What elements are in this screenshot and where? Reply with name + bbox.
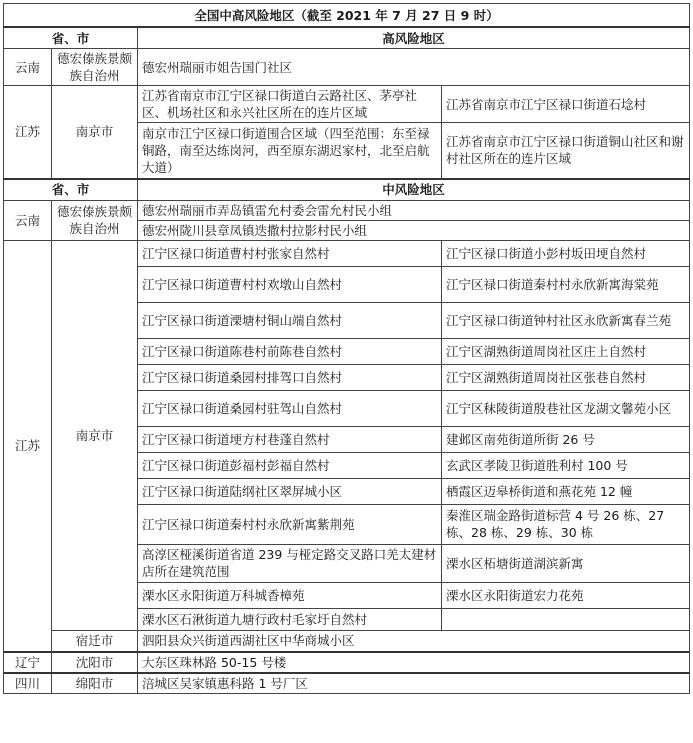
area-cell: 江宁区禄口街道曹村村张家自然村 [138, 240, 442, 266]
area-cell: 溧水区永阳街道万科城香樟苑 [138, 582, 442, 608]
area-cell: 江宁区禄口街道彭福村彭福自然村 [138, 452, 442, 478]
area-cell: 江宁区禄口街道埂方村巷蓬自然村 [138, 426, 442, 452]
city-cell: 沈阳市 [52, 652, 138, 673]
high-risk-header-row [4, 27, 690, 49]
area-cell: 溧水区石湫街道九塘行政村毛家圩自然村 [138, 608, 442, 630]
area-cell: 泗阳县众兴街道西湖社区中华商城小区 [138, 630, 690, 652]
province-cell: 云南 [4, 200, 52, 240]
area-cell: 江宁区禄口街道秦村村永欣新寓海棠苑 [442, 266, 690, 302]
province-cell: 云南 [4, 49, 52, 86]
area-cell: 江苏省南京市江宁区禄口街道石埝村 [442, 86, 690, 123]
table-row [4, 673, 690, 694]
city-cell: 南京市 [52, 86, 138, 179]
table-row [4, 652, 690, 673]
area-cell: 溧水区柘塘街道湖滨新寓 [442, 544, 690, 582]
city-cell: 宿迁市 [52, 630, 138, 652]
area-cell: 溧水区永阳街道宏力花苑 [442, 582, 690, 608]
region-column-header: 省、市 [4, 179, 138, 201]
table-row [4, 240, 690, 266]
document-title: 全国中高风险地区（截至 2021 年 7 月 27 日 9 时） [4, 4, 690, 28]
area-cell: 江宁区禄口街道秦村村永欣新寓紫荆苑 [138, 504, 442, 544]
area-cell: 玄武区孝陵卫街道胜利村 100 号 [442, 452, 690, 478]
high-risk-column-header: 高风险地区 [138, 27, 690, 49]
city-cell: 绵阳市 [52, 673, 138, 694]
area-cell: 高淳区桠溪街道省道 239 与桠定路交叉路口羌太建材店所在建筑范围 [138, 544, 442, 582]
region-column-header: 省、市 [4, 27, 138, 49]
area-cell: 江宁区秣陵街道殷巷社区龙湖文馨苑小区 [442, 390, 690, 426]
province-cell: 四川 [4, 673, 52, 694]
area-cell: 江宁区禄口街道小彭村坂田埂自然村 [442, 240, 690, 266]
area-cell: 江苏省南京市江宁区禄口街道铜山社区和谢村社区所在的连片区域 [442, 123, 690, 179]
area-cell: 涪城区吴家镇惠科路 1 号厂区 [138, 673, 690, 694]
area-cell: 江苏省南京市江宁区禄口街道白云路社区、茅亭社区、机场社区和永兴社区所在的连片区域 [138, 86, 442, 123]
risk-area-document [3, 3, 689, 694]
province-cell: 辽宁 [4, 652, 52, 673]
area-cell: 江宁区禄口街道钟村社区永欣新寓春兰苑 [442, 302, 690, 338]
city-cell: 德宏傣族景颇族自治州 [52, 49, 138, 86]
area-cell: 大东区珠林路 50-15 号楼 [138, 652, 690, 673]
area-cell: 江宁区禄口街道陈巷村前陈巷自然村 [138, 338, 442, 364]
area-cell: 江宁区禄口街道曹村村欢墩山自然村 [138, 266, 442, 302]
area-cell: 德宏州瑞丽市弄岛镇雷允村委会雷允村民小组 [138, 200, 690, 220]
area-cell: 德宏州陇川县章凤镇迭撒村拉影村民小组 [138, 220, 690, 240]
area-cell: 建邺区南苑街道所街 26 号 [442, 426, 690, 452]
table-row [4, 49, 690, 86]
medium-risk-header-row [4, 179, 690, 201]
title-row [4, 4, 690, 28]
risk-area-table [3, 3, 690, 694]
table-row [4, 200, 690, 220]
province-cell: 江苏 [4, 240, 52, 652]
area-cell: 江宁区湖熟街道周岗社区张巷自然村 [442, 364, 690, 390]
area-cell: 江宁区禄口街道桑园村排驾口自然村 [138, 364, 442, 390]
area-cell [442, 608, 690, 630]
area-cell: 江宁区禄口街道陆纲社区翠屏城小区 [138, 478, 442, 504]
area-cell: 栖霞区迈皋桥街道和燕花苑 12 幢 [442, 478, 690, 504]
table-row [4, 630, 690, 652]
medium-risk-column-header: 中风险地区 [138, 179, 690, 201]
area-cell: 德宏州瑞丽市姐告国门社区 [138, 49, 690, 86]
area-cell: 江宁区禄口街道溧塘村铜山端自然村 [138, 302, 442, 338]
table-row [4, 86, 690, 123]
city-cell: 德宏傣族景颇族自治州 [52, 200, 138, 240]
province-cell: 江苏 [4, 86, 52, 179]
area-cell: 南京市江宁区禄口街道围合区域（四至范围：东至禄铜路，南至达练岗河，西至原东湖迟家村，北至启航大道） [138, 123, 442, 179]
area-cell: 秦淮区瑞金路街道标营 4 号 26 栋、27 栋、28 栋、29 栋、30 栋 [442, 504, 690, 544]
area-cell: 江宁区禄口街道桑园村驻驾山自然村 [138, 390, 442, 426]
city-cell: 南京市 [52, 240, 138, 630]
area-cell: 江宁区湖熟街道周岗社区庄上自然村 [442, 338, 690, 364]
